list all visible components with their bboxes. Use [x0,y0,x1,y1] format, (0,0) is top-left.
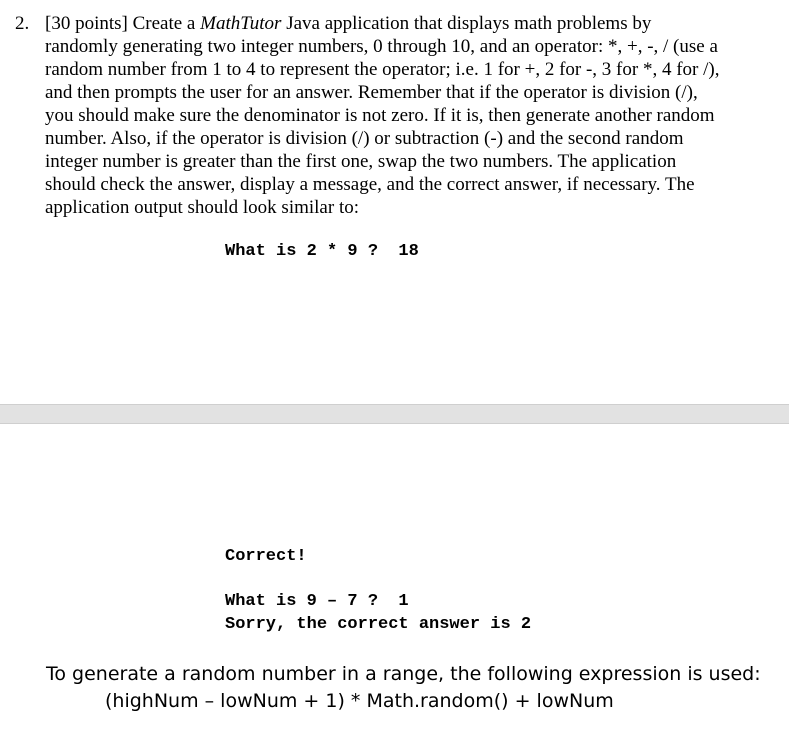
problem-line-8: should check the answer, display a message, and the correct answer, if necessary. The [45,174,695,195]
sample-output-prompt-2: What is 9 – 7 ? 1 [225,592,409,611]
problem-line-6: number. Also, if the operator is division (/) or subtraction (-) and the second random [45,128,684,149]
app-name-mathtutor: MathTutor [200,13,282,34]
problem-line-5: you should make sure the denominator is not zero. If it is, then generate another random [45,105,715,126]
problem-line-2: randomly generating two integer numbers, 0 through 10, and an operator: *, +, -, / (use a [45,36,718,57]
sample-output-result-2: Sorry, the correct answer is 2 [225,615,532,634]
page-break [0,404,789,424]
sample-output-result-1: Correct! [225,547,307,566]
problem-description [45,12,765,219]
problem-line-1 [45,12,765,35]
problem-line-9: application output should look similar to: [45,197,360,218]
problem-line-1-start: [30 points] Create a [45,13,201,34]
problem-line-7: integer number is greater than the first one, swap the two numbers. The application [45,151,677,172]
sample-output-prompt-1: What is 2 * 9 ? 18 [225,242,419,261]
problem-line-3: random number from 1 to 4 to represent the operator; i.e. 1 for +, 2 for -, 3 for *, 4 for /), [45,59,720,80]
random-range-note: To generate a random number in a range, the following expression is used: [46,663,761,685]
problem-line-4: and then prompts the user for an answer. Remember that if the operator is division (/), [45,82,698,103]
problem-number: 2. [15,13,30,34]
problem-line-1-end: Java application that displays math problems by [281,13,652,34]
random-range-formula: (highNum – lowNum + 1) * Math.random() + lowNum [105,690,614,712]
